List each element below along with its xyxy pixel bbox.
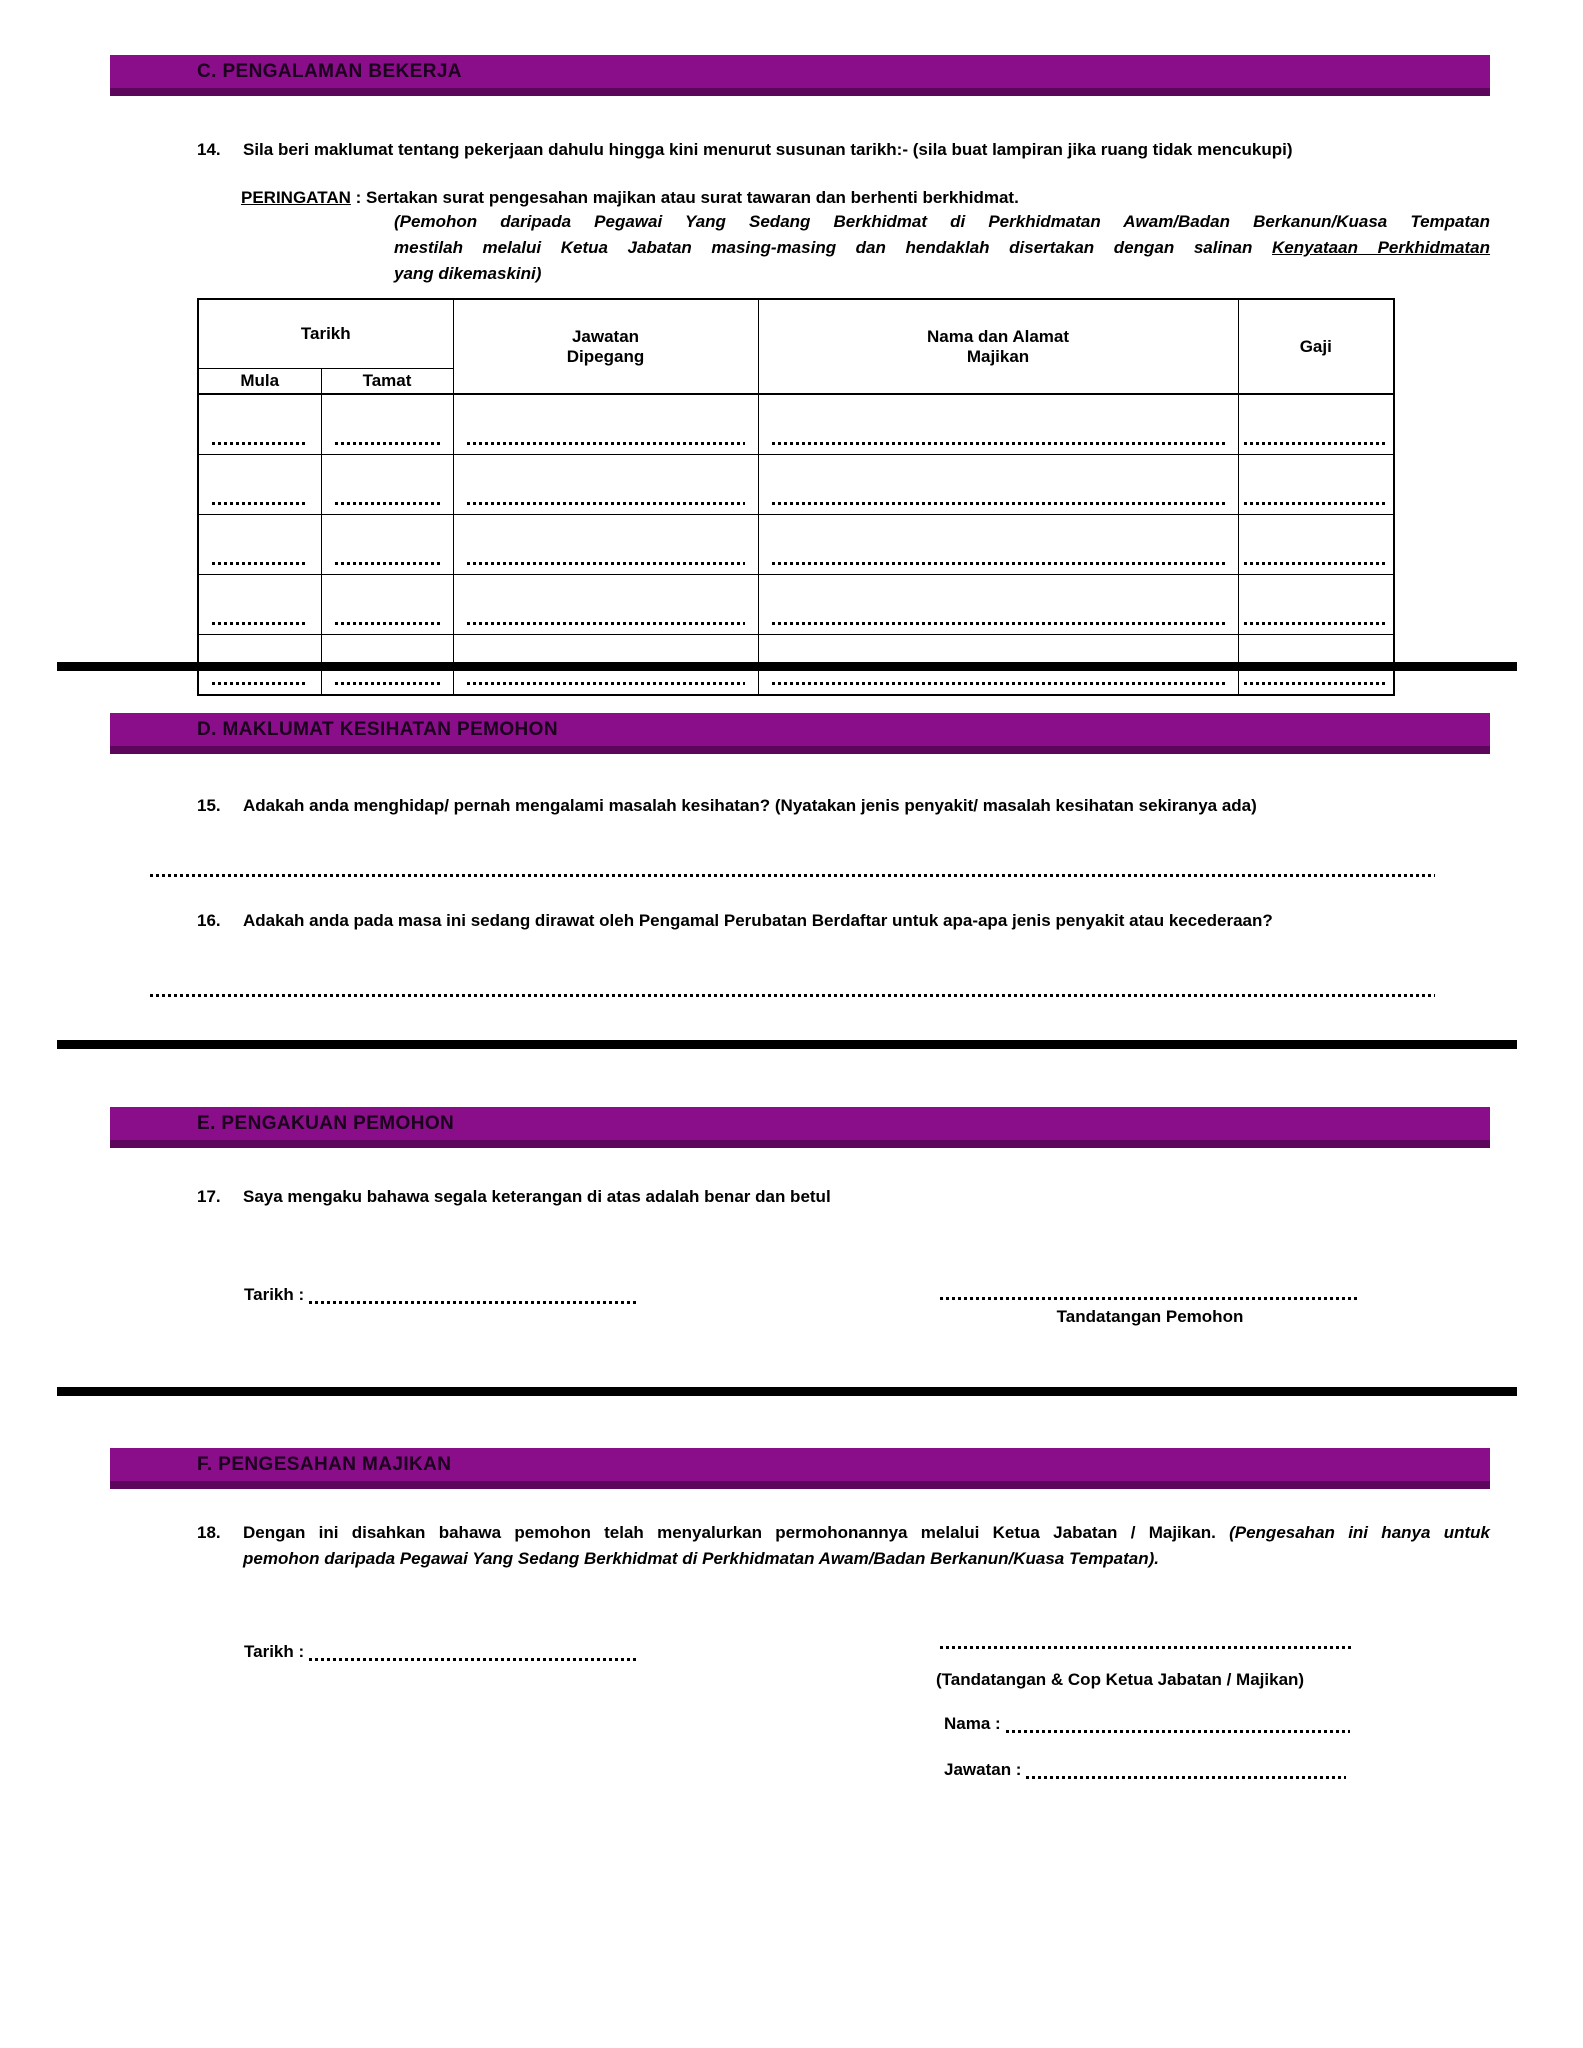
col-header-tarikh: Tarikh <box>198 299 453 369</box>
fill-line-mula[interactable] <box>212 682 308 685</box>
note-line-3: yang dikemaskini) <box>394 264 542 283</box>
section-separator <box>57 1040 1517 1049</box>
item-16-text: Adakah anda pada masa ini sedang dirawat oleh Pengamal Perubatan Berdaftar untuk apa-apa jenis penyakit atau kecederaan? <box>243 911 1273 930</box>
fill-line-tamat[interactable] <box>335 682 440 685</box>
item-18-line-1: Dengan ini disahkan bahawa pemohon telah menyalurkan permohonannya melalui Ketua Jabatan / Majikan. (Pengesahan ini hanya untuk <box>243 1523 1490 1542</box>
fill-line-gaji[interactable] <box>1244 562 1389 565</box>
fill-line-jawatan[interactable] <box>467 502 745 505</box>
peringatan-note <box>241 186 1491 210</box>
signature-caption-pemohon: Tandatangan Pemohon <box>1056 1307 1244 1326</box>
section-d-title: D. MAKLUMAT KESIHATAN PEMOHON <box>197 718 558 740</box>
col-header-gaji: Gaji <box>1238 299 1394 394</box>
section-separator <box>57 1387 1517 1396</box>
fill-line-nama[interactable] <box>772 442 1225 445</box>
italic-reminder-note <box>394 209 1490 287</box>
table-row <box>198 575 1394 635</box>
jawatan-field-majikan <box>944 1758 1346 1782</box>
fill-line-jawatan[interactable] <box>467 442 745 445</box>
fill-line-mula[interactable] <box>212 442 308 445</box>
tarikh-fill-line[interactable] <box>309 1658 636 1661</box>
fill-line-jawatan[interactable] <box>467 562 745 565</box>
fill-line-jawatan[interactable] <box>467 622 745 625</box>
item-17-number: 17. <box>197 1187 221 1206</box>
jawatan-fill-line[interactable] <box>1026 1776 1346 1779</box>
fill-line-gaji[interactable] <box>1244 442 1389 445</box>
nama-fill-line[interactable] <box>1006 1730 1350 1733</box>
tarikh-field-majikan <box>244 1640 636 1664</box>
col-header-mula: Mula <box>198 369 321 395</box>
fill-line-tamat[interactable] <box>335 622 440 625</box>
jawatan-label: Jawatan : <box>944 1760 1022 1779</box>
section-c-header-bar <box>110 55 1490 96</box>
fill-line-mula[interactable] <box>212 562 308 565</box>
tarikh-label: Tarikh : <box>244 1642 305 1661</box>
section-f-header-bar <box>110 1448 1490 1489</box>
fill-line-mula[interactable] <box>212 622 308 625</box>
nama-label: Nama : <box>944 1714 1001 1733</box>
tarikh-field-pemohon <box>244 1283 636 1307</box>
note-line-2: mestilah melalui Ketua Jabatan masing-masing dan hendaklah disertakan dengan salinan Kenyataan Perkhidmatan <box>394 238 1490 257</box>
item-17-text: Saya mengaku bahawa segala keterangan di atas adalah benar dan betul <box>243 1187 831 1206</box>
tarikh-fill-line[interactable] <box>309 1301 636 1304</box>
col-header-tamat: Tamat <box>321 369 453 395</box>
fill-line-tamat[interactable] <box>335 502 440 505</box>
fill-line-mula[interactable] <box>212 502 308 505</box>
fill-line-nama[interactable] <box>772 622 1225 625</box>
fill-line-nama[interactable] <box>772 502 1225 505</box>
item-18-text <box>243 1520 1490 1572</box>
item-17 <box>197 1185 1440 1209</box>
section-f-title: F. PENGESAHAN MAJIKAN <box>197 1453 452 1475</box>
section-d-header-bar <box>110 713 1490 754</box>
item-18-line-2: pemohon daripada Pegawai Yang Sedang Berkhidmat di Perkhidmatan Awam/Badan Berkanun/Kuasa Tempatan). <box>243 1549 1160 1568</box>
answer-line-16[interactable] <box>150 994 1435 997</box>
item-18-number: 18. <box>197 1523 221 1542</box>
nama-field-majikan <box>944 1712 1350 1736</box>
note-underlined-phrase: Kenyataan Perkhidmatan <box>1272 238 1490 257</box>
item-15-number: 15. <box>197 796 221 815</box>
fill-line-tamat[interactable] <box>335 442 440 445</box>
signature-caption-majikan: (Tandatangan & Cop Ketua Jabatan / Majikan) <box>936 1670 1305 1689</box>
section-e-title: E. PENGAKUAN PEMOHON <box>197 1112 455 1134</box>
table-row <box>198 515 1394 575</box>
section-separator <box>57 662 1517 671</box>
answer-line-15[interactable] <box>150 874 1435 877</box>
col-header-nama: Nama dan Alamat Majikan <box>758 299 1238 394</box>
item-18 <box>197 1520 1490 1572</box>
peringatan-label: PERINGATAN <box>241 188 351 207</box>
fill-line-gaji[interactable] <box>1244 682 1389 685</box>
peringatan-text: : Sertakan surat pengesahan majikan atau surat tawaran dan berhenti berkhidmat. <box>350 188 1019 207</box>
section-e-header-bar <box>110 1107 1490 1148</box>
item-14 <box>197 138 1440 162</box>
signature-line-pemohon[interactable] <box>940 1297 1360 1300</box>
item-15-text: Adakah anda menghidap/ pernah mengalami masalah kesihatan? (Nyatakan jenis penyakit/ masalah kesihatan sekiranya ada) <box>243 796 1257 815</box>
fill-line-tamat[interactable] <box>335 562 440 565</box>
col-header-jawatan: Jawatan Dipegang <box>453 299 758 394</box>
fill-line-gaji[interactable] <box>1244 622 1389 625</box>
item-14-number: 14. <box>197 140 221 159</box>
fill-line-nama[interactable] <box>772 682 1225 685</box>
section-c-title: C. PENGALAMAN BEKERJA <box>197 60 462 82</box>
tarikh-label: Tarikh : <box>244 1285 305 1304</box>
work-experience-table <box>197 298 1395 696</box>
signature-line-majikan[interactable] <box>940 1646 1352 1649</box>
table-row <box>198 394 1394 455</box>
table-row <box>198 455 1394 515</box>
fill-line-jawatan[interactable] <box>467 682 745 685</box>
item-16-number: 16. <box>197 911 221 930</box>
item-15 <box>197 794 1440 818</box>
item-14-text: Sila beri maklumat tentang pekerjaan dahulu hingga kini menurut susunan tarikh:- (sila buat lampiran jika ruang tidak mencukupi) <box>243 140 1293 159</box>
item-16 <box>197 909 1440 933</box>
fill-line-gaji[interactable] <box>1244 502 1389 505</box>
note-line-1: (Pemohon daripada Pegawai Yang Sedang Berkhidmat di Perkhidmatan Awam/Badan Berkanun/Kuasa Tempatan <box>394 212 1490 231</box>
fill-line-nama[interactable] <box>772 562 1225 565</box>
